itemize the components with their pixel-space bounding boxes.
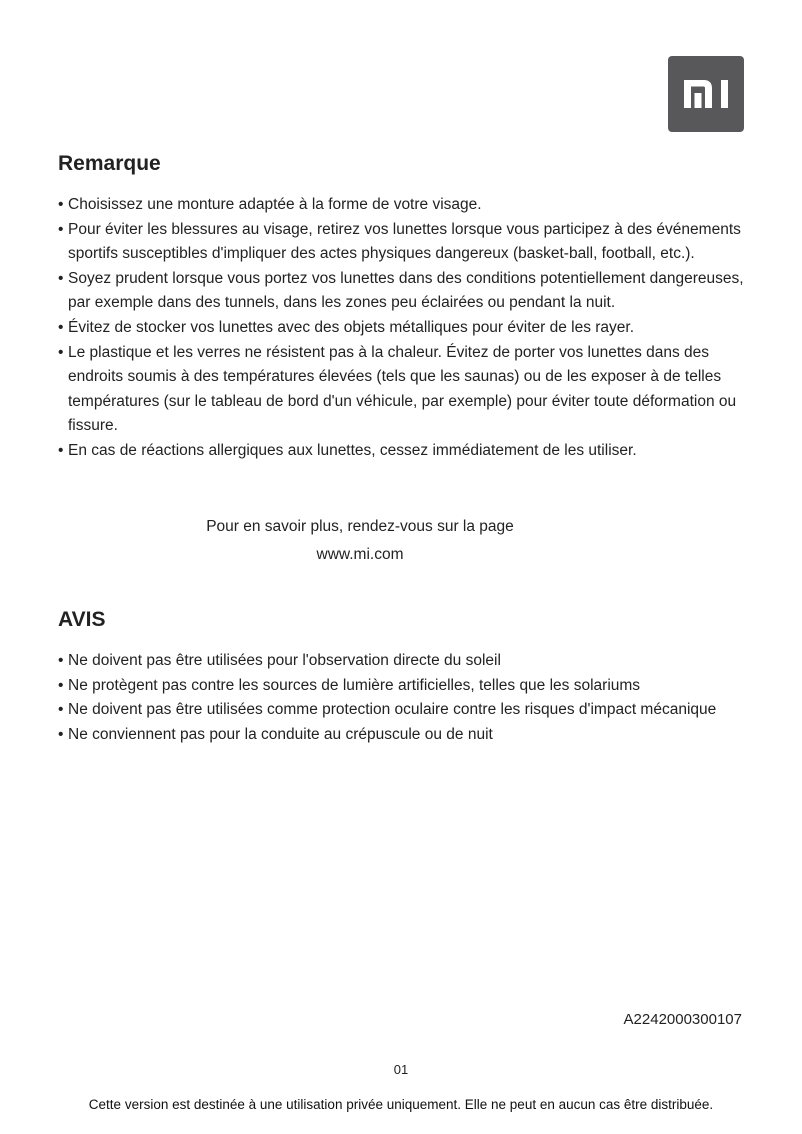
page-number: 01 [393,1062,409,1077]
mi-logo [668,56,744,132]
avis-item: • Ne protègent pas contre les sources de lumière artificielles, telles que les solariums [58,674,758,699]
footer-note: Cette version est destinée à une utilisation privée uniquement. Elle ne peut en aucun cas être distribuée. [88,1097,714,1112]
remarque-item: • Choisissez une monture adaptée à la forme de votre visage. [58,193,758,218]
avis-item: • Ne conviennent pas pour la conduite au crépuscule ou de nuit [58,723,758,748]
remarque-item: • En cas de réactions allergiques aux lunettes, cessez immédiatement de les utiliser. [58,439,758,464]
avis-item: • Ne doivent pas être utilisées pour l'observation directe du soleil [58,649,758,674]
remarque-item: • Évitez de stocker vos lunettes avec des objets métalliques pour éviter de les rayer. [58,316,758,341]
remarque-item: • Le plastique et les verres ne résistent pas à la chaleur. Évitez de porter vos lunettes dans des endroits soumis à des températures élevées (tels que les saunas) ou de les exposer à de telles températures (sur le tableau de bord d'un véhicule, par exemple) pour éviter toute déformation ou fissure. [58,341,758,439]
remarque-item: • Soyez prudent lorsque vous portez vos lunettes dans des conditions potentiellement dangereuses, par exemple dans des tunnels, dans les zones peu éclairées ou pendant la nuit. [58,267,758,316]
avis-item: • Ne doivent pas être utilisées comme protection oculaire contre les risques d'impact mécanique [58,698,758,723]
avis-list [58,649,758,747]
product-code: A2242000300107 [623,1011,742,1028]
info-url: www.mi.com [316,546,404,563]
remarque-item: • Pour éviter les blessures au visage, retirez vos lunettes lorsque vous participez à des événements sportifs susceptibles d'impliquer des actes physiques dangereux (basket-ball, football, etc.). [58,218,758,267]
avis-title: AVIS [58,608,106,631]
info-text: Pour en savoir plus, rendez-vous sur la page [206,518,514,535]
mi-logo-icon [668,56,744,132]
remarque-title: Remarque [58,152,161,175]
remarque-list [58,193,758,464]
